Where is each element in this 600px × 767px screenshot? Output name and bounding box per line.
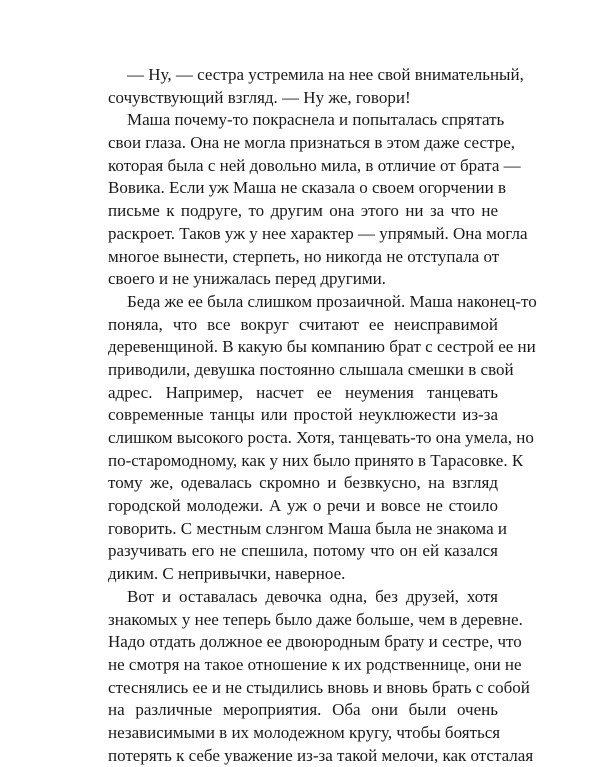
text-line: Вовика. Если уж Маша не сказала о своем огорчении в [108,178,507,198]
text-line: независимыми в их молодежном кругу, чтобы бояться [108,722,501,742]
text-line: говорить. С местным слэнгом Маша была не знакома и [108,518,507,538]
text-line: на различные мероприятия. Оба они были очень [108,700,498,720]
text-line: многое вынести, стерпеть, но никогда не отступала от [108,246,500,266]
text-line: адрес. Например, насчет ее неумения танцевать [108,382,498,402]
text-line: разучивать его не спешила, потому что он ей казался [108,541,498,561]
text-line: приводили, девушка постоянно слышала смешки в свой [108,359,514,379]
text-line: стеснялись ее и не стыдились вновь и вновь брать с собой [108,677,530,697]
text-line: Надо отдать должное ее двоюродным брату и сестре, что [108,632,522,652]
body-text [108,64,537,767]
text-line: поняла, что все вокруг считают ее неисправимой [108,314,498,334]
text-line: своего и не унижалась перед другими. [108,269,386,289]
text-line: современные танцы или простой неуклюжести из-за [108,405,498,425]
paragraph-2 [108,109,528,291]
paragraph-3 [108,291,537,586]
text-line: — Ну, — сестра устремила на нее свой внимательный, [127,65,524,84]
text-line: тому же, одевалась скромно и безвкусно, на взгляд [108,473,498,493]
text-line: которая была с ней довольно мила, в отличие от брата — [108,155,521,175]
text-line: городской молодежи. А уж о речи и вовсе не стоило [108,496,498,516]
text-line: по-старомодному, как у них было принято в Тарасовке. К [108,450,524,470]
text-line: Вот и оставалась девочка одна, без друзей, хотя [127,586,498,606]
text-line: диким. С непривычки, наверное. [108,564,346,584]
text-line: Маша почему-то покраснела и попыталась спрятать [127,110,505,130]
text-line: письме к подруге, то другим она этого ни за что не [108,201,498,221]
text-line: Беда же ее была слишком прозаичной. Маша наконец-то [127,291,537,311]
text-line: потерять к себе уважение из-за такой мелочи, как отсталая [108,745,534,765]
text-line: знакомых у нее теперь было даже больше, чем в деревне. [108,609,523,629]
text-line: слишком высокого роста. Хотя, танцевать-то она умела, но [108,428,534,447]
text-line: не смотря на такое отношение к их родственнице, они не [108,654,522,674]
text-line: сочувствующий взгляд. — Ну же, говори! [108,87,411,107]
paragraph-4 [108,586,534,767]
text-line: раскроет. Таков уж у нее характер — упрямый. Она могла [108,223,528,243]
text-line: свои глаза. Она не могла признаться в этом даже сестре, [108,133,515,153]
paragraph-1 [108,64,524,109]
text-line: деревенщиной. В какую бы компанию брат с сестрой ее ни [108,337,536,357]
